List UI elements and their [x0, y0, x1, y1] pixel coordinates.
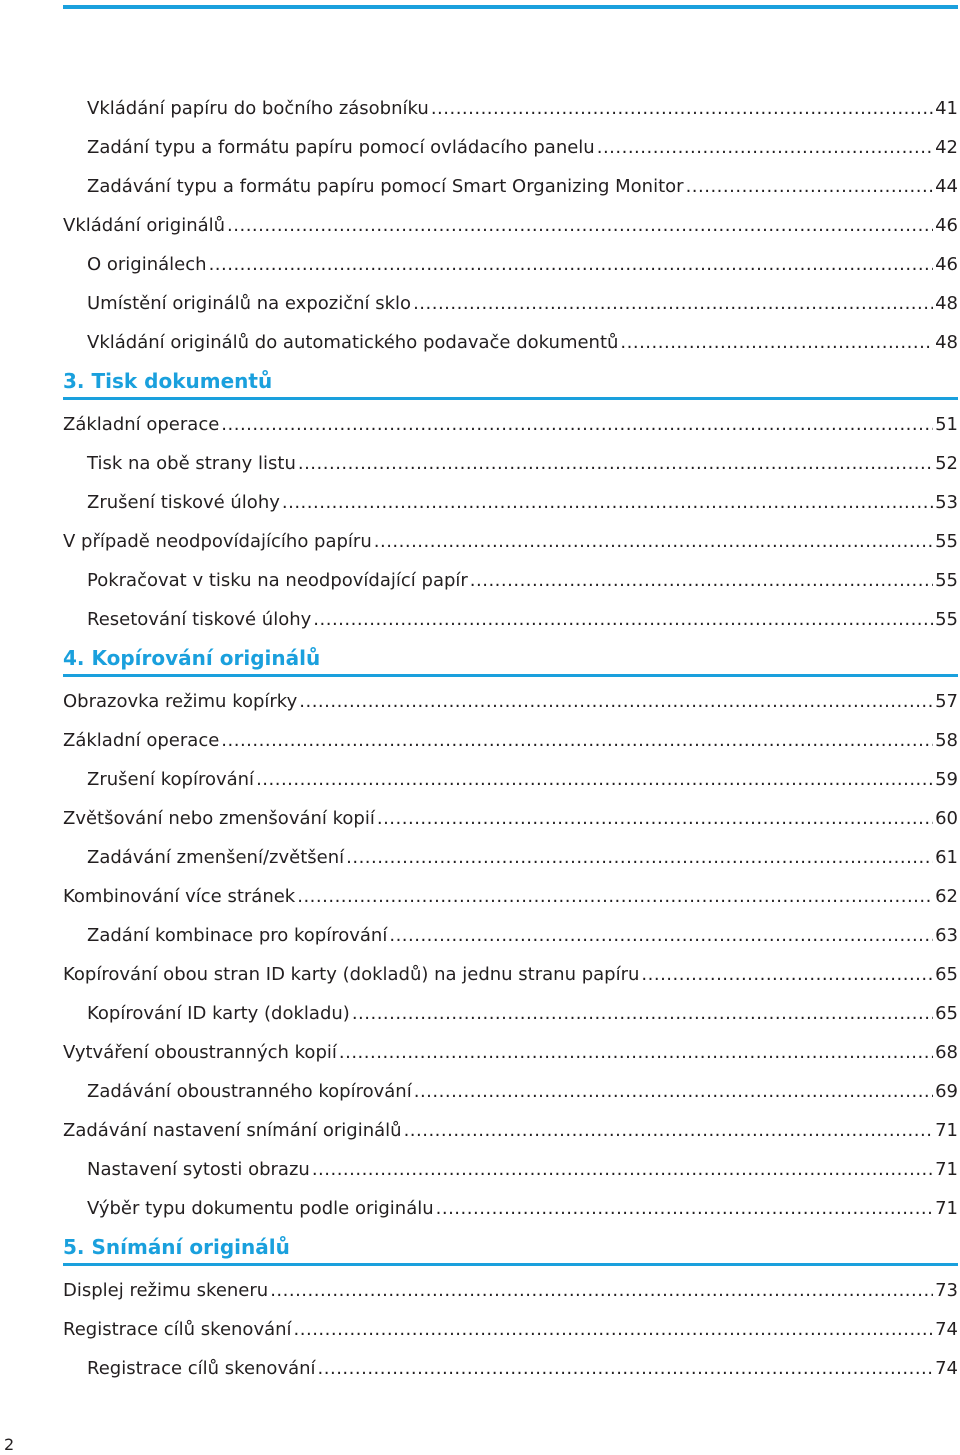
dot-leader [352, 1002, 933, 1026]
toc-entry-page: 71 [935, 1120, 958, 1141]
toc-entry[interactable] [63, 963, 958, 987]
toc-entry-title: Zrušení tiskové úlohy [87, 492, 280, 513]
toc-entry-page: 62 [935, 886, 958, 907]
toc-entry-page: 42 [935, 137, 958, 158]
toc-entry-title: Resetování tiskové úlohy [87, 609, 312, 630]
toc-entry-title: Základní operace [63, 414, 220, 435]
toc-entry-title: Vytváření oboustranných kopií [63, 1042, 337, 1063]
dot-leader [346, 846, 933, 870]
toc-entry[interactable] [87, 136, 958, 160]
dot-leader [431, 97, 933, 121]
toc-entry-page: 52 [935, 453, 958, 474]
toc-entry-page: 46 [935, 254, 958, 275]
toc-entry[interactable] [87, 491, 958, 515]
toc-entry-page: 48 [935, 293, 958, 314]
toc-entry[interactable] [87, 608, 958, 632]
toc-entry-title: Základní operace [63, 730, 220, 751]
toc-entry-page: 58 [935, 730, 958, 751]
toc-entry[interactable] [63, 413, 958, 437]
toc-entry-page: 51 [935, 414, 958, 435]
toc-entry-page: 63 [935, 925, 958, 946]
toc-entry[interactable] [63, 1318, 958, 1342]
toc-entry-page: 55 [935, 531, 958, 552]
dot-leader [436, 1197, 933, 1221]
toc-entry[interactable] [87, 846, 958, 870]
dot-leader [686, 175, 934, 199]
dot-leader [227, 214, 933, 238]
toc-entry[interactable] [87, 331, 958, 355]
toc-entry-title: Nastavení sytosti obrazu [87, 1159, 310, 1180]
dot-leader [377, 807, 933, 831]
dot-leader [297, 885, 933, 909]
toc-entry-page: 71 [935, 1159, 958, 1180]
dot-leader [270, 1279, 933, 1303]
toc-entry[interactable] [63, 1119, 958, 1143]
toc-entry-title: Zadávání nastavení snímání originálů [63, 1120, 402, 1141]
toc-entry-title: Kombinování více stránek [63, 886, 296, 907]
dot-leader [374, 530, 933, 554]
dot-leader [404, 1119, 934, 1143]
toc-entry-title: Vkládání originálů do automatického podavače dokumentů [87, 332, 619, 353]
toc-entry[interactable] [87, 1080, 958, 1104]
toc-entry-title: Umístění originálů na expoziční sklo [87, 293, 412, 314]
toc-entry-page: 69 [935, 1081, 958, 1102]
toc-entry-page: 55 [935, 609, 958, 630]
toc-entry[interactable] [63, 1041, 958, 1065]
toc-entry-title: Zadání typu a formátu papíru pomocí ovládacího panelu [87, 137, 595, 158]
dot-leader [389, 924, 933, 948]
toc-entry-page: 48 [935, 332, 958, 353]
toc-entry-page: 68 [935, 1042, 958, 1063]
dot-leader [312, 1158, 933, 1182]
toc-entry-title: Vkládání papíru do bočního zásobníku [87, 98, 429, 119]
chapter-heading: 5. Snímání originálů [63, 1234, 958, 1266]
dot-leader [282, 491, 933, 515]
toc-entry-title: Zadávání zmenšení/zvětšení [87, 847, 345, 868]
toc-entry-title: Kopírování ID karty (dokladu) [87, 1003, 350, 1024]
dot-leader [221, 729, 933, 753]
chapter-heading: 3. Tisk dokumentů [63, 368, 958, 400]
dot-leader [298, 452, 933, 476]
dot-leader [339, 1041, 933, 1065]
toc-entry-title: V případě neodpovídajícího papíru [63, 531, 372, 552]
toc-entry-page: 65 [935, 1003, 958, 1024]
toc-entry-title: Registrace cílů skenování [87, 1358, 316, 1379]
toc-entry[interactable] [87, 292, 958, 316]
dot-leader [413, 292, 933, 316]
toc-entry[interactable] [87, 253, 958, 277]
toc-entry[interactable] [87, 924, 958, 948]
toc-entry-title: Vkládání originálů [63, 215, 226, 236]
toc-entry-page: 41 [935, 98, 958, 119]
toc-entry[interactable] [87, 569, 958, 593]
toc-entry-page: 61 [935, 847, 958, 868]
toc-entry-title: Zadávání typu a formátu papíru pomocí Smart Organizing Monitor [87, 176, 684, 197]
toc-entry[interactable] [87, 175, 958, 199]
toc-entry-page: 44 [935, 176, 958, 197]
toc-entry-title: Zvětšování nebo zmenšování kopií [63, 808, 375, 829]
toc-entry[interactable] [63, 807, 958, 831]
toc-entry[interactable] [87, 1357, 958, 1381]
toc-entry-title: Registrace cílů skenování [63, 1319, 292, 1340]
toc-entry[interactable] [87, 452, 958, 476]
dot-leader [256, 768, 933, 792]
toc-entry-page: 60 [935, 808, 958, 829]
toc-entry-title: Displej režimu skeneru [63, 1280, 269, 1301]
dot-leader [597, 136, 933, 160]
toc-entry-title: Výběr typu dokumentu podle originálu [87, 1198, 434, 1219]
toc-entry[interactable] [87, 768, 958, 792]
toc-entry-page: 57 [935, 691, 958, 712]
toc-entry-page: 55 [935, 570, 958, 591]
dot-leader [620, 331, 933, 355]
toc-entry-page: 59 [935, 769, 958, 790]
top-rule [63, 5, 958, 9]
toc-entry[interactable] [63, 530, 958, 554]
dot-leader [313, 608, 933, 632]
dot-leader [470, 569, 933, 593]
dot-leader [209, 253, 934, 277]
toc-entry-title: Tisk na obě strany listu [87, 453, 296, 474]
toc-entry-page: 71 [935, 1198, 958, 1219]
toc-entry-title: Zadání kombinace pro kopírování [87, 925, 388, 946]
dot-leader [221, 413, 933, 437]
toc-entry-page: 53 [935, 492, 958, 513]
toc-entry-title: O originálech [87, 254, 207, 275]
toc-entry[interactable] [87, 97, 958, 121]
toc-entry-title: Obrazovka režimu kopírky [63, 691, 298, 712]
toc-entry-title: Zrušení kopírování [87, 769, 255, 790]
toc-entry-page: 74 [935, 1319, 958, 1340]
toc-entry[interactable] [63, 729, 958, 753]
toc-entry[interactable] [87, 1197, 958, 1221]
dot-leader [318, 1357, 934, 1381]
toc-entry[interactable] [87, 1158, 958, 1182]
toc-entry[interactable] [87, 1002, 958, 1026]
dot-leader [299, 690, 933, 714]
toc-entry[interactable] [63, 214, 958, 238]
toc-entry-page: 65 [935, 964, 958, 985]
toc-entry[interactable] [63, 690, 958, 714]
toc-entry-page: 74 [935, 1358, 958, 1379]
toc-entry-title: Zadávání oboustranného kopírování [87, 1081, 412, 1102]
toc-entry-title: Kopírování obou stran ID karty (dokladů) na jednu stranu papíru [63, 964, 640, 985]
toc-entry-title: Pokračovat v tisku na neodpovídající papír [87, 570, 468, 591]
toc-entry-page: 46 [935, 215, 958, 236]
dot-leader [294, 1318, 934, 1342]
dot-leader [641, 963, 933, 987]
chapter-heading: 4. Kopírování originálů [63, 645, 958, 677]
page-number: 2 [4, 1435, 15, 1454]
toc-entry[interactable] [63, 1279, 958, 1303]
toc-entry[interactable] [63, 885, 958, 909]
toc-entry-page: 73 [935, 1280, 958, 1301]
dot-leader [414, 1080, 933, 1104]
